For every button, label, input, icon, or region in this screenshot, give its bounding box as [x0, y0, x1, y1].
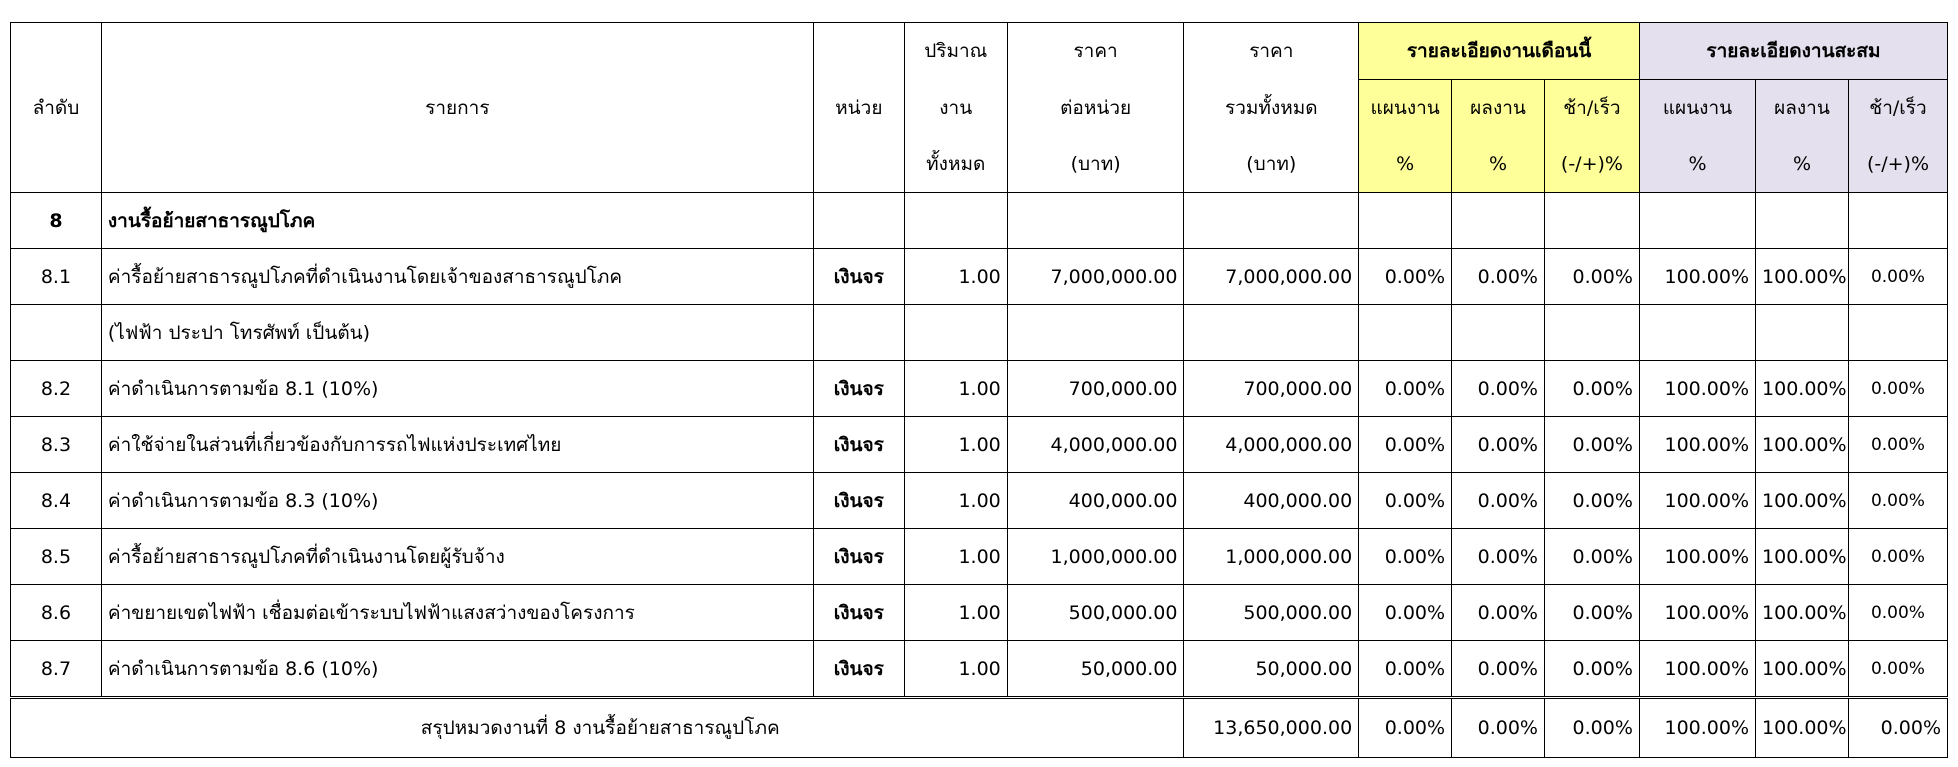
header-month-result-pct: %	[1452, 136, 1545, 193]
row-accum-diff	[1848, 305, 1947, 361]
row-accum-plan: 100.00%	[1639, 585, 1755, 641]
table-row	[11, 305, 1948, 361]
row-qty	[904, 305, 1007, 361]
row-item: ค่าดำเนินการตามข้อ 8.6 (10%)	[101, 641, 813, 698]
row-month-plan: 0.00%	[1359, 529, 1452, 585]
summary-label: สรุปหมวดงานที่ 8 งานรื้อย้ายสาธารณูปโภค	[11, 698, 1184, 758]
header-month-diff: ช้า/เร็ว	[1544, 80, 1639, 137]
row-accum-plan: 100.00%	[1639, 417, 1755, 473]
row-month-result: 0.00%	[1452, 473, 1545, 529]
table-row	[11, 417, 1948, 473]
row-accum-plan: 100.00%	[1639, 249, 1755, 305]
row-qty: 1.00	[904, 417, 1007, 473]
row-unit: เงินจร	[813, 641, 904, 698]
row-total: 7,000,000.00	[1184, 249, 1359, 305]
header-unit-price-1: ราคา	[1007, 23, 1184, 80]
progress-table	[10, 22, 1948, 758]
row-unit: เงินจร	[813, 249, 904, 305]
row-seq: 8.1	[11, 249, 102, 305]
row-accum-result: 100.00%	[1756, 641, 1849, 698]
row-month-result: 0.00%	[1452, 529, 1545, 585]
row-month-diff: 0.00%	[1544, 361, 1639, 417]
summary-month-plan: 0.00%	[1359, 698, 1452, 758]
row-unit-price: 500,000.00	[1007, 585, 1184, 641]
row-accum-result: 100.00%	[1756, 473, 1849, 529]
summary-month-diff: 0.00%	[1544, 698, 1639, 758]
header-unit-price-2: ต่อหน่วย	[1007, 80, 1184, 137]
row-accum-result: 100.00%	[1756, 249, 1849, 305]
row-month-diff: 0.00%	[1544, 417, 1639, 473]
row-accum-plan: 100.00%	[1639, 529, 1755, 585]
section-row	[11, 193, 1948, 249]
row-month-plan: 0.00%	[1359, 361, 1452, 417]
header-accum-plan: แผนงาน	[1639, 80, 1755, 137]
row-total: 50,000.00	[1184, 641, 1359, 698]
row-month-diff: 0.00%	[1544, 641, 1639, 698]
row-accum-diff: 0.00%	[1848, 249, 1947, 305]
header-item: รายการ	[101, 23, 813, 193]
row-qty: 1.00	[904, 473, 1007, 529]
row-unit-price: 400,000.00	[1007, 473, 1184, 529]
row-unit-price: 1,000,000.00	[1007, 529, 1184, 585]
row-accum-result: 100.00%	[1756, 361, 1849, 417]
row-unit: เงินจร	[813, 585, 904, 641]
row-seq: 8.3	[11, 417, 102, 473]
row-month-result: 0.00%	[1452, 641, 1545, 698]
header-accum-result-pct: %	[1756, 136, 1849, 193]
table-row	[11, 361, 1948, 417]
row-month-plan: 0.00%	[1359, 249, 1452, 305]
row-item: ค่าใช้จ่ายในส่วนที่เกี่ยวข้องกับการรถไฟแห่งประเทศไทย	[101, 417, 813, 473]
row-qty: 1.00	[904, 361, 1007, 417]
row-unit-price: 50,000.00	[1007, 641, 1184, 698]
row-accum-plan: 100.00%	[1639, 473, 1755, 529]
header-row-1	[11, 23, 1948, 80]
table-row	[11, 473, 1948, 529]
row-month-plan: 0.00%	[1359, 417, 1452, 473]
header-qty-2: งาน	[904, 80, 1007, 137]
header-unit: หน่วย	[813, 23, 904, 193]
summary-accum-result: 100.00%	[1756, 698, 1849, 758]
row-accum-plan: 100.00%	[1639, 361, 1755, 417]
header-unit-price-3: (บาท)	[1007, 136, 1184, 193]
row-month-plan: 0.00%	[1359, 585, 1452, 641]
row-month-plan: 0.00%	[1359, 473, 1452, 529]
row-month-plan	[1359, 305, 1452, 361]
row-qty: 1.00	[904, 249, 1007, 305]
header-month-result: ผลงาน	[1452, 80, 1545, 137]
header-group-accum: รายละเอียดงานสะสม	[1639, 23, 1947, 80]
row-total: 1,000,000.00	[1184, 529, 1359, 585]
row-accum-diff: 0.00%	[1848, 585, 1947, 641]
row-accum-plan: 100.00%	[1639, 641, 1755, 698]
row-accum-diff: 0.00%	[1848, 361, 1947, 417]
header-seq: ลำดับ	[11, 23, 102, 193]
summary-accum-plan: 100.00%	[1639, 698, 1755, 758]
section-title: งานรื้อย้ายสาธารณูปโภค	[101, 193, 813, 249]
row-accum-plan	[1639, 305, 1755, 361]
row-accum-result: 100.00%	[1756, 417, 1849, 473]
header-accum-diff: ช้า/เร็ว	[1848, 80, 1947, 137]
row-total: 700,000.00	[1184, 361, 1359, 417]
row-accum-diff: 0.00%	[1848, 417, 1947, 473]
row-month-diff: 0.00%	[1544, 585, 1639, 641]
row-accum-result	[1756, 305, 1849, 361]
row-accum-diff: 0.00%	[1848, 641, 1947, 698]
row-item: ค่าดำเนินการตามข้อ 8.1 (10%)	[101, 361, 813, 417]
row-total	[1184, 305, 1359, 361]
row-item: ค่าดำเนินการตามข้อ 8.3 (10%)	[101, 473, 813, 529]
table-row	[11, 529, 1948, 585]
row-accum-diff: 0.00%	[1848, 529, 1947, 585]
table-row	[11, 249, 1948, 305]
row-accum-result: 100.00%	[1756, 585, 1849, 641]
row-month-diff: 0.00%	[1544, 529, 1639, 585]
summary-accum-diff: 0.00%	[1848, 698, 1947, 758]
table-row	[11, 641, 1948, 698]
row-seq	[11, 305, 102, 361]
row-unit-price	[1007, 305, 1184, 361]
row-month-result	[1452, 305, 1545, 361]
row-month-result: 0.00%	[1452, 585, 1545, 641]
summary-total: 13,650,000.00	[1184, 698, 1359, 758]
row-unit: เงินจร	[813, 473, 904, 529]
header-accum-plan-pct: %	[1639, 136, 1755, 193]
row-unit-price: 7,000,000.00	[1007, 249, 1184, 305]
row-month-diff	[1544, 305, 1639, 361]
row-qty: 1.00	[904, 585, 1007, 641]
summary-row	[11, 698, 1948, 758]
row-unit: เงินจร	[813, 529, 904, 585]
row-total: 500,000.00	[1184, 585, 1359, 641]
summary-month-result: 0.00%	[1452, 698, 1545, 758]
header-total-price-2: รวมทั้งหมด	[1184, 80, 1359, 137]
row-item: ค่าขยายเขตไฟฟ้า เชื่อมต่อเข้าระบบไฟฟ้าแสงสว่างของโครงการ	[101, 585, 813, 641]
row-seq: 8.7	[11, 641, 102, 698]
row-accum-diff: 0.00%	[1848, 473, 1947, 529]
header-accum-result: ผลงาน	[1756, 80, 1849, 137]
row-seq: 8.2	[11, 361, 102, 417]
row-unit: เงินจร	[813, 361, 904, 417]
row-seq: 8.4	[11, 473, 102, 529]
row-accum-result: 100.00%	[1756, 529, 1849, 585]
header-qty-1: ปริมาณ	[904, 23, 1007, 80]
header-accum-diff-pct: (-/+)%	[1848, 136, 1947, 193]
row-unit: เงินจร	[813, 417, 904, 473]
row-total: 4,000,000.00	[1184, 417, 1359, 473]
row-unit-price: 4,000,000.00	[1007, 417, 1184, 473]
row-month-diff: 0.00%	[1544, 249, 1639, 305]
header-qty-3: ทั้งหมด	[904, 136, 1007, 193]
row-month-result: 0.00%	[1452, 361, 1545, 417]
header-month-plan: แผนงาน	[1359, 80, 1452, 137]
row-unit	[813, 305, 904, 361]
row-month-result: 0.00%	[1452, 417, 1545, 473]
row-unit-price: 700,000.00	[1007, 361, 1184, 417]
row-item: ค่ารื้อย้ายสาธารณูปโภคที่ดำเนินงานโดยผู้รับจ้าง	[101, 529, 813, 585]
row-item: (ไฟฟ้า ประปา โทรศัพท์ เป็นต้น)	[101, 305, 813, 361]
header-month-diff-pct: (-/+)%	[1544, 136, 1639, 193]
row-item: ค่ารื้อย้ายสาธารณูปโภคที่ดำเนินงานโดยเจ้าของสาธารณูปโภค	[101, 249, 813, 305]
row-month-plan: 0.00%	[1359, 641, 1452, 698]
table-row	[11, 585, 1948, 641]
row-qty: 1.00	[904, 641, 1007, 698]
header-group-month: รายละเอียดงานเดือนนี้	[1359, 23, 1640, 80]
header-total-price-1: ราคา	[1184, 23, 1359, 80]
header-total-price-3: (บาท)	[1184, 136, 1359, 193]
row-month-result: 0.00%	[1452, 249, 1545, 305]
row-qty: 1.00	[904, 529, 1007, 585]
row-total: 400,000.00	[1184, 473, 1359, 529]
row-seq: 8.6	[11, 585, 102, 641]
row-seq: 8.5	[11, 529, 102, 585]
row-month-diff: 0.00%	[1544, 473, 1639, 529]
section-seq: 8	[11, 193, 102, 249]
header-month-plan-pct: %	[1359, 136, 1452, 193]
